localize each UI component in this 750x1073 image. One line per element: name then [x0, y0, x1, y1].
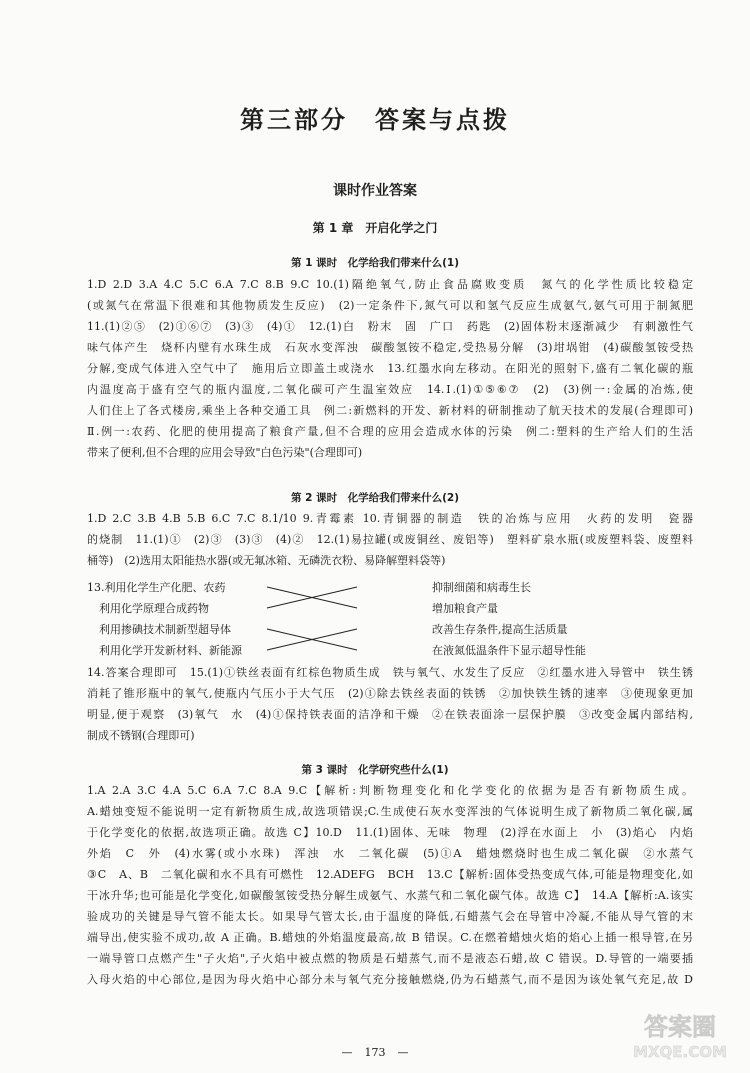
watermark-logo	[618, 1005, 742, 1065]
watermark-url: MXQE.COM	[633, 1043, 727, 1061]
match-left-column	[87, 577, 242, 661]
answer-line: 入母火焰的中心部位,是因为母火焰中心部分未与氧气充分接触燃烧,仍为石蜡蒸气,而不是因为该处氧气充足,故 D	[87, 973, 693, 986]
answer-line: 的烧制 11.(1)① (2)③ (3)③ (4)② 12.(1)易拉罐(或废铜丝、废铝等) 塑料矿泉水瓶(或废塑料袋、废塑料	[87, 533, 693, 546]
answer-line: ③C A、B 二氧化碳和水不具有可燃性 12.ADEFG BCH 13.C【解析:固体受热变成气体,可能是物理变化,如	[87, 868, 693, 881]
answer-line: 1.A 2.A 3.C 4.A 5.C 6.A 7.C 8.A 9.C【解析:判断物理变化和化学变化的依据为是否有新物质生成。	[87, 784, 693, 797]
lesson-3-title: 第 3 课时 化学研究些什么(1)	[301, 764, 449, 776]
answer-line: 明显,便于观察 (3)氧气 水 (4)①保持铁表面的洁净和干燥 ②在铁表面涂一层保护膜 ③改变金属内部结构,	[87, 708, 693, 721]
lesson-2-title: 第 2 课时 化学给我们带来什么(2)	[290, 492, 460, 504]
match-left-item: 13.利用化学生产化肥、农药	[87, 581, 226, 594]
chapter-title: 第 1 章 开启化学之门	[312, 221, 438, 235]
answer-line: 消耗了锥形瓶中的氧气,使瓶内气压小于大气压 (2)①除去铁丝表面的铁锈 ②加快铁生锈的速率 ③使现象更加	[87, 687, 693, 700]
lesson-1-answers	[87, 274, 693, 463]
match-right-item: 增加粮食产量	[432, 602, 498, 615]
answer-line: 一端导管口点燃产生"子火焰",子火焰中被点燃的物质是石蜡蒸气,而不是液态石蜡,故 C 错误。D.导管的一端要插	[87, 952, 693, 965]
match-label: 13.	[87, 581, 105, 594]
answer-line: 人们住上了各式楼房,乘坐上各种交通工具 例二:新燃料的开发、新材料的研制推动了航天技术的发展(合理即可)	[87, 404, 693, 417]
answer-line: A.蜡烛变短不能说明一定有新物质生成,故选项错误;C.生成使石灰水变浑浊的气体说明生成了新物质二氧化碳,属	[87, 805, 693, 818]
answer-line: 于化学变化的依据,故选项正确。故选 C】10.D 11.(1)固体、无味 物理 (2)浮在水面上 小 (3)焰心 内焰	[87, 826, 693, 839]
lesson-3-answers	[87, 780, 693, 990]
section-title: 课时作业答案	[333, 183, 417, 199]
answer-line: 干冰升华;也可能是化学变化,如碳酸氢铵受热分解生成氨气、水蒸气和二氧化碳气体。故选 C】 14.A【解析:A.该实	[87, 889, 693, 902]
answer-line: 1.D 2.C 3.B 4.B 5.B 6.C 7.C 8.1/10 9.青霉素 10.青铜器的制造 铁的冶炼与应用 火药的发明 瓷器	[87, 512, 693, 525]
part-title: 第三部分 答案与点拨	[240, 105, 510, 134]
match-left-item: 利用化学开发新材料、新能源	[99, 644, 242, 657]
answer-line: 验成功的关键是导气管不能太长。如果导气管太长,由于温度的降低,石蜡蒸气会在导管中冷凝,不能从导气管的末	[87, 910, 693, 923]
answer-line: (或氮气在常温下很难和其他物质发生反应) (2)一定条件下,氮气可以和氢气反应生成氨气,氨气可用于制氮肥	[87, 299, 693, 312]
answer-line: 1.D 2.D 3.A 4.C 5.C 6.A 7.C 8.B 9.C 10.(1)隔绝氧气,防止食品腐败变质 氮气的化学性质比较稳定	[87, 278, 693, 291]
matching-diagram	[87, 577, 647, 661]
answer-line: 桶等) (2)选用太阳能热水器(或无氟冰箱、无磷洗衣粉、易降解塑料袋等)	[87, 554, 446, 567]
answer-line: Ⅱ.例一:农药、化肥的使用提高了粮食产量,但不合理的应用会造成水体的污染 例二:塑料的生产给人们的生活	[87, 425, 693, 438]
match-right-column	[432, 577, 586, 661]
answer-line: 内温度高于盛有空气的瓶内温度,二氧化碳可产生温室效应 14.Ⅰ.(1)①⑤⑥⑦ (2) (3)例一:金属的冶炼,使	[87, 383, 693, 396]
answer-line: 味气体产生 烧杯内壁有水珠生成 石灰水变浑浊 碳酸氢铵不稳定,受热易分解 (3)坩埚钳 (4)碳酸氢铵受热	[87, 341, 693, 354]
match-right-item: 抑制细菌和病毒生长	[432, 581, 531, 594]
answer-line: 11.(1)②⑤ (2)①⑥⑦ (3)③ (4)① 12.(1)白 粉末 固 广口 药匙 (2)固体粉末逐渐减少 有刺激性气	[87, 320, 693, 333]
page-number: — 173 —	[341, 1046, 409, 1059]
answer-line: 分解,变成气体进入空气中了 施用后立即盖土或浇水 13.红墨水向左移动。在阳光的照射下,盛有二氧化碳的瓶	[87, 362, 693, 375]
match-right-item: 改善生存条件,提高生活质量	[432, 623, 568, 636]
lesson-2-answers	[87, 508, 693, 571]
match-right-item: 在液氮低温条件下显示超导性能	[432, 644, 586, 657]
answer-line: 制成不锈钢(合理即可)	[87, 729, 195, 742]
lesson-1-title: 第 1 课时 化学给我们带来什么(1)	[290, 257, 460, 269]
lesson-2-answers-continued	[87, 662, 693, 746]
match-left-item: 利用化学原理合成药物	[99, 602, 209, 615]
answer-line: 外焰 C 外 (4)水雾(或小水珠) 浑浊 水 二氧化碳 (5)①A 蜡烛燃烧时也生成二氧化碳 ②水蒸气	[87, 847, 693, 860]
answer-line: 带来了便利,但不合理的应用会导致"白色污染"(合理即可)	[87, 446, 363, 459]
match-left-item: 利用掺碘技术制新型超导体	[99, 623, 231, 636]
answer-line: 端导出,使实验不成功,故 A 正确。B.蜡烛的外焰温度最高,故 B 错误。C.在燃着蜡烛火焰的焰心上插一根导管,在另	[87, 931, 693, 944]
answer-line: 14.答案合理即可 15.(1)①铁丝表面有红棕色物质生成 铁与氧气、水发生了反应 ②红墨水进入导管中 铁生锈	[87, 666, 693, 679]
watermark-text: 答案圈	[644, 1013, 716, 1041]
